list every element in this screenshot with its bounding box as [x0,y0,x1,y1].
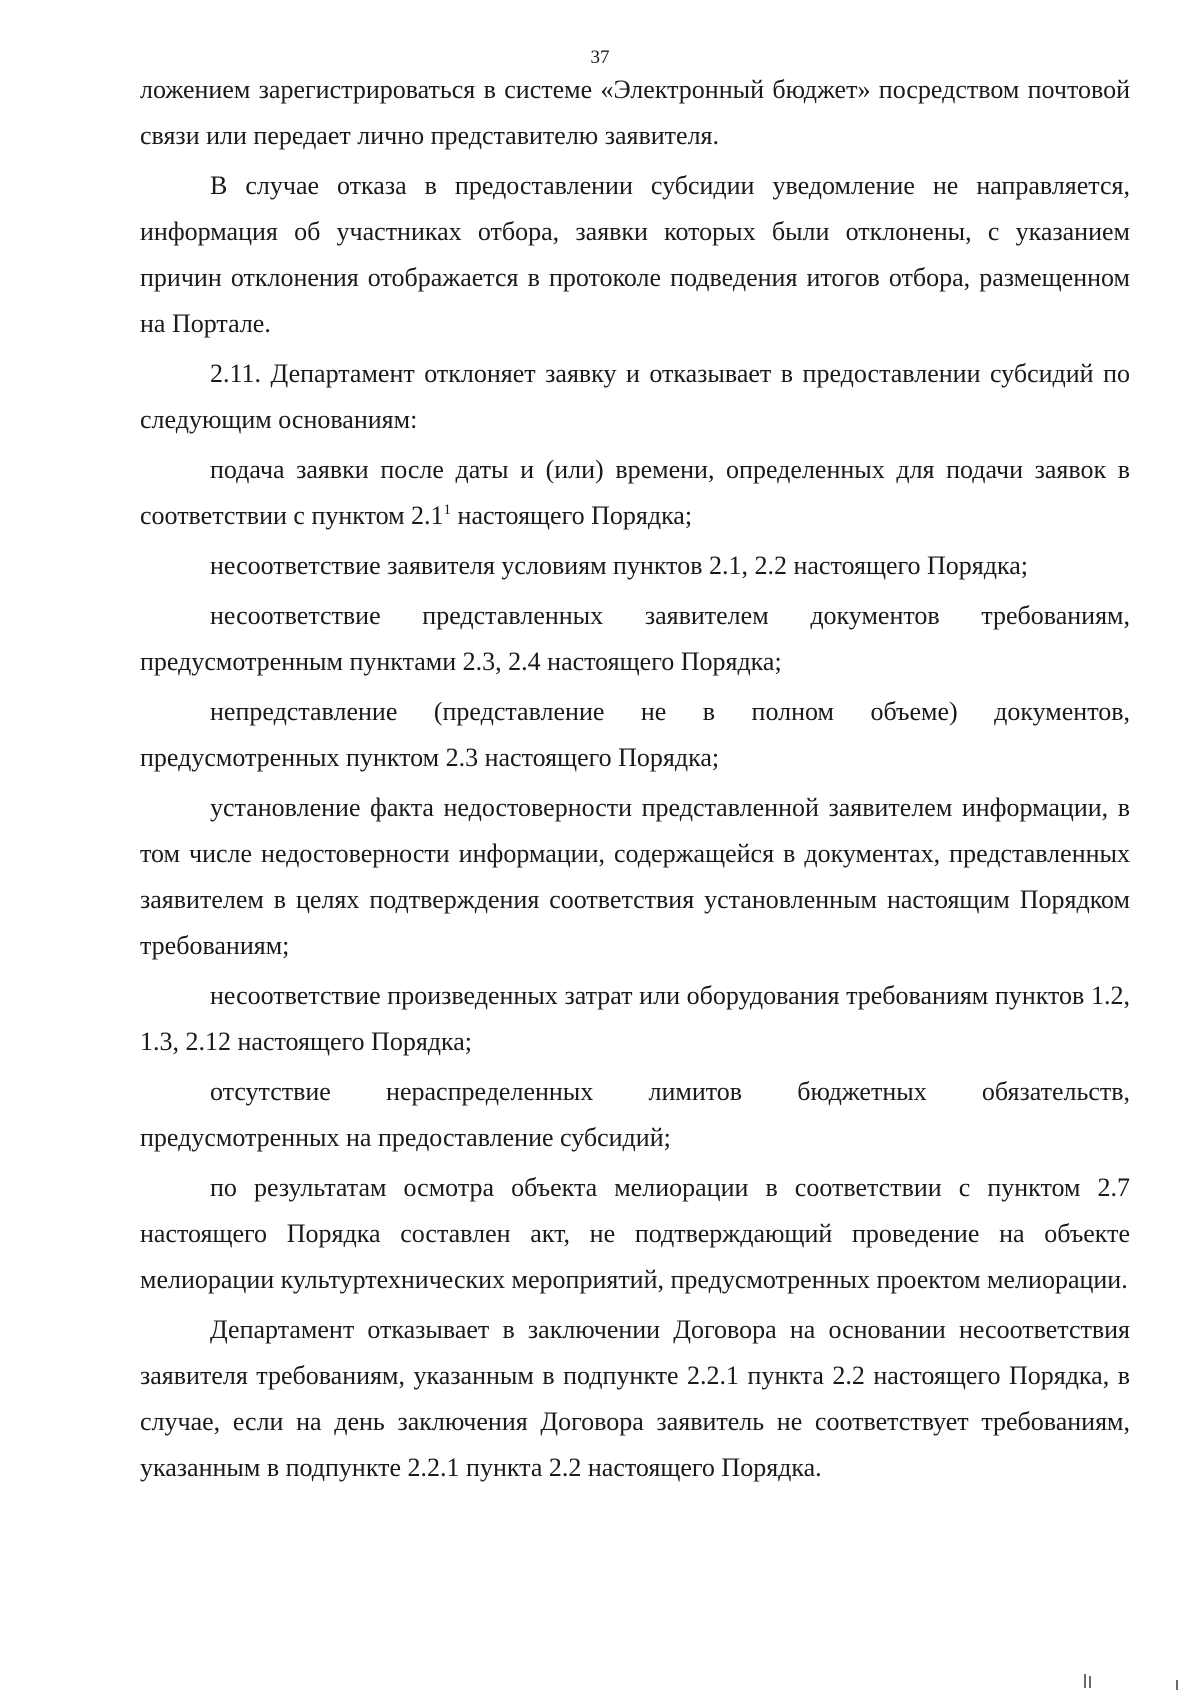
paragraph-ground-missing-documents: непредставление (представление не в полном объеме) документов, предусмотренных пунктом 2.3 настоящего Порядка; [140,697,1130,772]
footnote-superscript: 1 [443,502,452,518]
paragraph-ground-document-requirements: несоответствие представленных заявителем документов требованиям, предусмотренным пунктами 2.3, 2.4 настоящего Порядка; [140,601,1130,676]
page-number: 37 [590,47,610,68]
paragraph-ground-applicant-conditions: несоответствие заявителя условиям пунктов 2.1, 2.2 настоящего Порядка; [210,551,1028,580]
scan-artifact-mark [1084,1674,1086,1688]
paragraph-refusal-notice: В случае отказа в предоставлении субсидии уведомление не направляется, информация об участниках отбора, заявки которых были отклонены, с указанием причин отклонения отображается в протоколе подведения итогов отбора, размещенном на Портале. [140,171,1130,338]
document-body [140,67,1130,1491]
ground-late-submission-text: подача заявки после даты и (или) времени, определенных для подачи заявок в соответствии с пунктом 2.1 [140,455,1130,530]
paragraph-ground-no-budget-limits: отсутствие нераспределенных лимитов бюджетных обязательств, предусмотренных на предоставление субсидий; [140,1077,1130,1152]
paragraph-ground-late-submission [140,447,1130,539]
scan-artifact-mark [1176,1680,1178,1690]
paragraph-section-2-11: 2.11. Департамент отклоняет заявку и отказывает в предоставлении субсидий по следующим основаниям: [140,359,1130,434]
paragraph-continuation: ложением зарегистрироваться в системе «Электронный бюджет» посредством почтовой связи или передает лично представителю заявителя. [140,75,1130,150]
ground-late-submission-tail: настоящего Порядка; [451,501,693,530]
scan-artifact-mark [1089,1676,1091,1688]
paragraph-ground-inspection-act: по результатам осмотра объекта мелиорации в соответствии с пунктом 2.7 настоящего Порядка составлен акт, не подтверждающий проведение на объекте мелиорации культуртехнических мероприятий, предусмотренных проектом мелиорации. [140,1173,1130,1294]
paragraph-contract-refusal: Департамент отказывает в заключении Договора на основании несоответствия заявителя требованиям, указанным в подпункте 2.2.1 пункта 2.2 настоящего Порядка, в случае, если на день заключения Договора заявитель не соответствует требованиям, указанным в подпункте 2.2.1 пункта 2.2 настоящего Порядка. [140,1315,1130,1482]
paragraph-ground-costs-mismatch: несоответствие произведенных затрат или оборудования требованиям пунктов 1.2, 1.3, 2.12 настоящего Порядка; [140,981,1130,1056]
paragraph-ground-unreliable-information: установление факта недостоверности представленной заявителем информации, в том числе недостоверности информации, содержащейся в документах, представленных заявителем в целях подтверждения соответствия установленным настоящим Порядком требованиям; [140,793,1130,960]
